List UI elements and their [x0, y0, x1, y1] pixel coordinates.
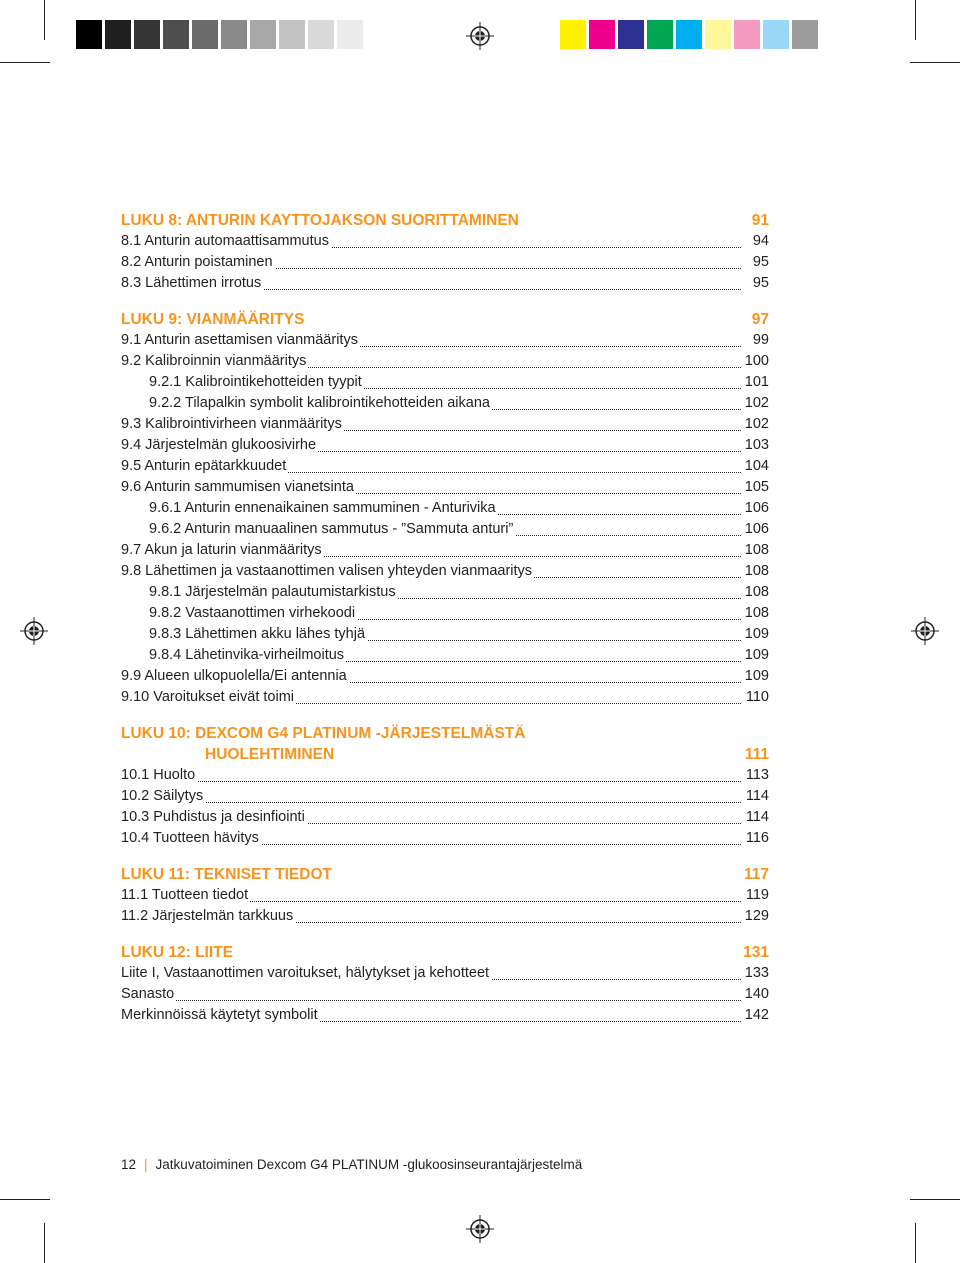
toc-entry[interactable]	[121, 645, 769, 666]
toc-entry[interactable]	[121, 906, 769, 927]
toc-chapter-page: 117	[743, 866, 769, 883]
toc-entry-title: 11.2 Järjestelmän tarkkuus	[121, 908, 294, 924]
toc-entry[interactable]	[121, 624, 769, 645]
toc-entry-title: 9.4 Järjestelmän glukoosivirhe	[121, 437, 317, 453]
gray-swatch	[163, 20, 189, 49]
toc-entry-title: 9.8 Lähettimen ja vastaanottimen valisen yhteyden vianmaaritys	[121, 563, 533, 579]
toc-entry-page: 102	[743, 393, 769, 414]
toc-entry-title: 11.1 Tuotteen tiedot	[121, 887, 249, 903]
toc-entry[interactable]	[121, 231, 769, 252]
toc-entry[interactable]	[121, 540, 769, 561]
crop-mark-bottom-left-h	[0, 1199, 50, 1200]
toc-chapter-title: LUKU 10: DEXCOM G4 PLATINUM -JÄRJESTELMÄSTÄ	[121, 725, 526, 742]
toc-entry-title: 9.9 Alueen ulkopuolella/Ei antennia	[121, 668, 347, 684]
toc-entry[interactable]	[121, 498, 769, 519]
toc-entry[interactable]	[121, 330, 769, 351]
toc-chapter-heading[interactable]	[121, 723, 769, 744]
toc-chapter-title: LUKU 11: TEKNISET TIEDOT	[121, 866, 332, 883]
toc-chapter-page: 111	[744, 746, 769, 763]
toc-entry-title: 8.2 Anturin poistaminen	[121, 254, 273, 270]
crop-mark-bottom-right-v	[915, 1223, 916, 1263]
toc-entry-page: 106	[743, 519, 769, 540]
toc-chapter-heading[interactable]	[121, 210, 769, 231]
page-footer	[121, 1157, 582, 1172]
gray-swatch	[250, 20, 276, 49]
toc-entry-title: 9.2 Kalibroinnin vianmääritys	[121, 353, 307, 369]
toc-gap	[121, 294, 769, 309]
toc-entry-title: 10.3 Puhdistus ja desinfiointi	[121, 809, 305, 825]
toc-entry-page: 106	[743, 498, 769, 519]
toc-entry[interactable]	[121, 477, 769, 498]
crop-mark-top-right-v	[915, 0, 916, 40]
color-swatch	[763, 20, 789, 49]
color-swatch	[560, 20, 586, 49]
toc-dot-leader	[121, 781, 741, 782]
toc-entry[interactable]	[121, 1005, 769, 1026]
toc-entry-page: 109	[743, 624, 769, 645]
toc-entry-page: 142	[743, 1005, 769, 1026]
crop-mark-bottom-right-h	[910, 1199, 960, 1200]
toc-entry-page: 114	[744, 786, 769, 807]
toc-entry-page: 133	[743, 963, 769, 984]
color-swatch	[734, 20, 760, 49]
toc-entry[interactable]	[121, 765, 769, 786]
toc-entry[interactable]	[121, 603, 769, 624]
toc-entry-title: Sanasto	[121, 986, 175, 1002]
color-swatch	[618, 20, 644, 49]
toc-entry-page: 109	[743, 666, 769, 687]
gray-swatch	[192, 20, 218, 49]
toc-entry[interactable]	[121, 963, 769, 984]
toc-chapter-heading[interactable]	[121, 744, 769, 765]
toc-entry-title: 9.8.3 Lähettimen akku lähes tyhjä	[149, 626, 366, 642]
toc-chapter-title: HUOLEHTIMINEN	[205, 746, 335, 763]
toc-entry-title: 9.5 Anturin epätarkkuudet	[121, 458, 287, 474]
gray-swatch	[279, 20, 305, 49]
toc-entry-title: 9.10 Varoitukset eivät toimi	[121, 689, 295, 705]
toc-chapter-heading[interactable]	[121, 309, 769, 330]
toc-entry-page: 108	[743, 582, 769, 603]
toc-entry[interactable]	[121, 582, 769, 603]
toc-dot-leader	[121, 802, 741, 803]
toc-chapter-heading[interactable]	[121, 942, 769, 963]
crop-mark-bottom-left-v	[44, 1223, 45, 1263]
toc-entry-title: 9.8.4 Lähetinvika-virheilmoitus	[149, 647, 345, 663]
footer-separator: |	[144, 1157, 148, 1172]
toc-chapter-page: 91	[751, 212, 769, 229]
toc-entry-title: Liite I, Vastaanottimen varoitukset, hälytykset ja kehotteet	[121, 965, 490, 981]
toc-entry-page: 140	[743, 984, 769, 1005]
toc-entry-title: Merkinnöissä käytetyt symbolit	[121, 1007, 318, 1023]
toc-entry-title: 10.2 Säilytys	[121, 788, 204, 804]
toc-entry-page: 114	[744, 807, 769, 828]
toc-entry-page: 100	[743, 351, 769, 372]
toc-entry-title: 9.3 Kalibrointivirheen vianmääritys	[121, 416, 342, 432]
toc-entry[interactable]	[121, 666, 769, 687]
toc-entry-page: 108	[743, 540, 769, 561]
toc-chapter-page: 131	[743, 944, 769, 961]
toc-entry-title: 8.3 Lähettimen irrotus	[121, 275, 262, 291]
toc-entry[interactable]	[121, 807, 769, 828]
toc-entry-title: 10.4 Tuotteen hävitys	[121, 830, 259, 846]
toc-entry[interactable]	[121, 519, 769, 540]
registration-mark-right-icon	[911, 617, 939, 645]
toc-entry-page: 105	[743, 477, 769, 498]
toc-entry[interactable]	[121, 435, 769, 456]
toc-entry[interactable]	[121, 456, 769, 477]
toc-entry-title: 9.8.2 Vastaanottimen virhekoodi	[149, 605, 356, 621]
toc-entry[interactable]	[121, 561, 769, 582]
gray-swatch	[308, 20, 334, 49]
registration-mark-top-icon	[466, 22, 494, 50]
toc-entry-page: 119	[744, 885, 769, 906]
crop-mark-top-left-v	[44, 0, 45, 40]
toc-entry-title: 9.2.2 Tilapalkin symbolit kalibrointikehotteiden aikana	[149, 395, 490, 411]
toc-dot-leader	[121, 1000, 741, 1001]
toc-entry-page: 95	[751, 273, 769, 294]
crop-mark-top-left-h	[0, 62, 50, 63]
toc-entry[interactable]	[121, 372, 769, 393]
registration-mark-bottom-icon	[466, 1215, 494, 1243]
gray-swatch	[337, 20, 363, 49]
toc-entry-page: 108	[743, 561, 769, 582]
color-swatch	[792, 20, 818, 49]
gray-swatch	[134, 20, 160, 49]
gray-swatch	[76, 20, 102, 49]
toc-entry-page: 104	[743, 456, 769, 477]
toc-entry-page: 94	[751, 231, 769, 252]
toc-entry[interactable]	[121, 351, 769, 372]
registration-mark-left-icon	[20, 617, 48, 645]
toc-entry-title: 9.2.1 Kalibrointikehotteiden tyypit	[149, 374, 362, 390]
toc-entry-page: 110	[744, 687, 769, 708]
toc-entry-title: 9.1 Anturin asettamisen vianmääritys	[121, 332, 358, 348]
color-swatch	[676, 20, 702, 49]
toc-gap	[121, 708, 769, 723]
toc-entry-title: 9.7 Akun ja laturin vianmääritys	[121, 542, 322, 558]
toc-entry-title: 9.6.2 Anturin manuaalinen sammutus - ”Sammuta anturi”	[149, 521, 514, 537]
toc-entry[interactable]	[121, 252, 769, 273]
toc-entry-title: 9.6.1 Anturin ennenaikainen sammuminen - Anturivika	[149, 500, 496, 516]
toc-entry-title: 10.1 Huolto	[121, 767, 196, 783]
gray-swatch	[105, 20, 131, 49]
toc-entry-page: 99	[751, 330, 769, 351]
toc-entry-page: 95	[751, 252, 769, 273]
toc-chapter-title: LUKU 9: VIANMÄÄRITYS	[121, 311, 305, 328]
toc-entry-page: 113	[744, 765, 769, 786]
toc-chapter-title: LUKU 12: LIITE	[121, 944, 233, 961]
gray-swatch	[221, 20, 247, 49]
toc-chapter-page: 97	[751, 311, 769, 328]
color-swatch	[589, 20, 615, 49]
toc-gap	[121, 849, 769, 864]
toc-entry[interactable]	[121, 885, 769, 906]
toc-entry-title: 9.8.1 Järjestelmän palautumistarkistus	[149, 584, 396, 600]
color-swatch	[705, 20, 731, 49]
color-swatch	[647, 20, 673, 49]
toc-entry-title: 9.6 Anturin sammumisen vianetsinta	[121, 479, 354, 495]
crop-mark-top-right-h	[910, 62, 960, 63]
toc-gap	[121, 927, 769, 942]
toc-chapter-title: LUKU 8: ANTURIN KAYTTOJAKSON SUORITTAMINEN	[121, 212, 519, 229]
toc-entry-page: 103	[743, 435, 769, 456]
toc-entry[interactable]	[121, 687, 769, 708]
toc-entry[interactable]	[121, 984, 769, 1005]
footer-page-number: 12	[121, 1157, 137, 1172]
toc-entry[interactable]	[121, 828, 769, 849]
toc-entry-page: 109	[743, 645, 769, 666]
toc-entry-page: 108	[743, 603, 769, 624]
toc-entry[interactable]	[121, 273, 769, 294]
toc-entry-page: 129	[743, 906, 769, 927]
toc-entry-page: 116	[744, 828, 769, 849]
toc-entry[interactable]	[121, 786, 769, 807]
toc-entry-page: 102	[743, 414, 769, 435]
toc-entry[interactable]	[121, 393, 769, 414]
toc-entry-page: 101	[743, 372, 769, 393]
toc-chapter-heading[interactable]	[121, 864, 769, 885]
table-of-contents	[121, 210, 769, 1026]
toc-entry-title: 8.1 Anturin automaattisammutus	[121, 233, 329, 249]
footer-title: Jatkuvatoiminen Dexcom G4 PLATINUM -glukoosinseurantajärjestelmä	[155, 1157, 583, 1172]
toc-entry[interactable]	[121, 414, 769, 435]
